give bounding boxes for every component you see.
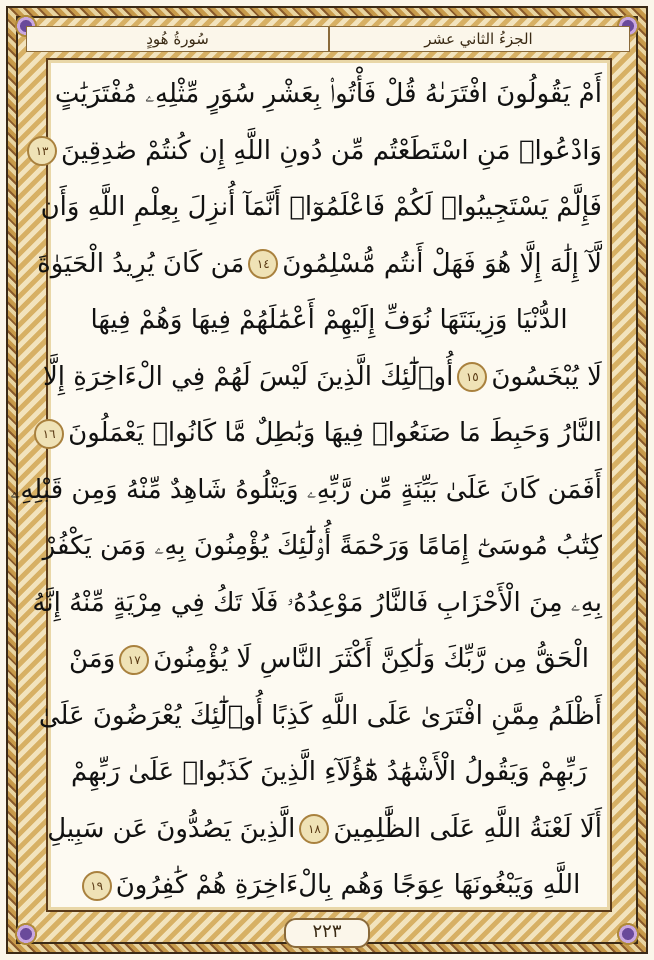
verse-text: مَن كَانَ يُرِيدُ الْحَيَوٰةَ (37, 248, 245, 279)
verse-text: لَا يُبْخَسُونَ (491, 361, 602, 392)
verse-text: الدُّنْيَا وَزِينَتَهَا نُوَفِّ إِلَيْهِمْ أَعْمَٰلَهُمْ فِيهَا وَهُمْ فِيهَا (90, 305, 568, 335)
page-header (26, 26, 630, 52)
verse-line (38, 688, 602, 745)
verse-line (42, 405, 602, 462)
verse-text: النَّارُ وَحَبِطَ مَا صَنَعُوا۟ فِيهَا وَبَٰطِلٌ مَّا كَانُوا۟ يَعْمَلُونَ (68, 418, 602, 448)
verse-text: رَبِّهِمْ وَيَقُولُ الْأَشْهَٰدُ هَٰٓؤُلَآءِ الَّذِينَ كَذَبُوا۟ عَلَىٰ رَبِّهِمْ (70, 757, 588, 787)
verse-text: أَلَا لَعْنَةُ اللَّهِ عَلَى الظَّٰلِمِينَ (333, 813, 602, 844)
ayah-marker: ١٤ (248, 249, 278, 279)
verse-text: الْحَقُّ مِن رَّبِّكَ وَلَٰكِنَّ أَكْثَرَ النَّاسِ لَا يُؤْمِنُونَ (153, 644, 590, 674)
ayah-marker: ١٦ (34, 419, 64, 449)
verse-text: أُو۟لَٰٓئِكَ الَّذِينَ لَيْسَ لَهُمْ فِي الْءَاخِرَةِ إِلَّا (42, 361, 454, 392)
verse-text: أَفَمَن كَانَ عَلَىٰ بَيِّنَةٍ مِّن رَّبِّهِۦ وَيَتْلُوهُ شَاهِدٌ مِّنْهُ وَمِن قَبْلِهِۦ (10, 474, 602, 505)
verse-lines (10, 66, 602, 914)
verse-line (56, 292, 602, 349)
verse-line (56, 631, 602, 688)
verse-text: لَّآ إِلَٰهَ إِلَّا هُوَ فَهَلْ أَنتُم مُّسْلِمُونَ (282, 248, 602, 279)
verse-text: اللَّهِ وَيَبْغُونَهَا عِوَجًا وَهُم بِالْءَاخِرَةِ هُمْ كَٰفِرُونَ (115, 870, 581, 900)
page-number: ٢٢٣ (284, 918, 370, 948)
verse-text: كِتَٰبُ مُوسَىٰٓ إِمَامًا وَرَحْمَةً أُو۟لَٰٓئِكَ يُؤْمِنُونَ بِهِۦ وَمَن يَكْفُرْ (42, 531, 602, 561)
verse-text: أَمْ يَقُولُونَ افْتَرَىٰهُ قُلْ فَأْتُوا۟ بِعَشْرِ سُوَرٍ مِّثْلِهِۦ مُفْتَرَيَٰتٍ (54, 79, 602, 109)
verse-line (56, 744, 602, 801)
verse-line (56, 66, 602, 123)
verse-line (32, 575, 602, 632)
verse-line (10, 462, 602, 519)
text-panel (10, 58, 612, 912)
verse-text: الَّذِينَ يَصُدُّونَ عَن سَبِيلِ (47, 813, 296, 844)
verse-text: فَإِلَّمْ يَسْتَجِيبُوا۟ لَكُمْ فَاعْلَمُوٓا۟ أَنَّمَآ أُنزِلَ بِعِلْمِ اللَّهِ وَأَن (40, 192, 602, 222)
verse-line (47, 801, 602, 858)
corner-ornament-icon (12, 920, 40, 948)
surah-name: سُورةُ هُودٍ (146, 30, 209, 48)
ayah-marker: ١٣ (27, 136, 57, 166)
juz-name: الجزءُ الثاني عشر (424, 30, 533, 48)
ayah-marker: ١٩ (82, 871, 112, 901)
verse-text: وَمَنْ (68, 644, 116, 674)
ayah-marker: ١٥ (457, 362, 487, 392)
verse-text: وَادْعُوا۟ مَنِ اسْتَطَعْتُم مِّن دُونِ اللَّهِ إِن كُنتُمْ صَٰدِقِينَ (61, 135, 602, 166)
verse-line (42, 518, 602, 575)
verse-line (56, 857, 602, 914)
verse-line (42, 349, 602, 406)
verse-line (35, 123, 602, 180)
ayah-marker: ١٨ (299, 814, 329, 844)
verse-line (40, 179, 602, 236)
verse-text: بِهِۦ مِنَ الْأَحْزَابِ فَالنَّارُ مَوْعِدُهُۥ فَلَا تَكُ فِي مِرْيَةٍ مِّنْهُ إِنَّهُ (32, 587, 602, 618)
corner-ornament-icon (614, 920, 642, 948)
verse-text: أَظْلَمُ مِمَّنِ افْتَرَىٰ عَلَى اللَّهِ كَذِبًا أُو۟لَٰٓئِكَ يُعْرَضُونَ عَلَىٰ (38, 700, 602, 731)
ayah-marker: ١٧ (119, 645, 149, 675)
verse-line (37, 236, 602, 293)
